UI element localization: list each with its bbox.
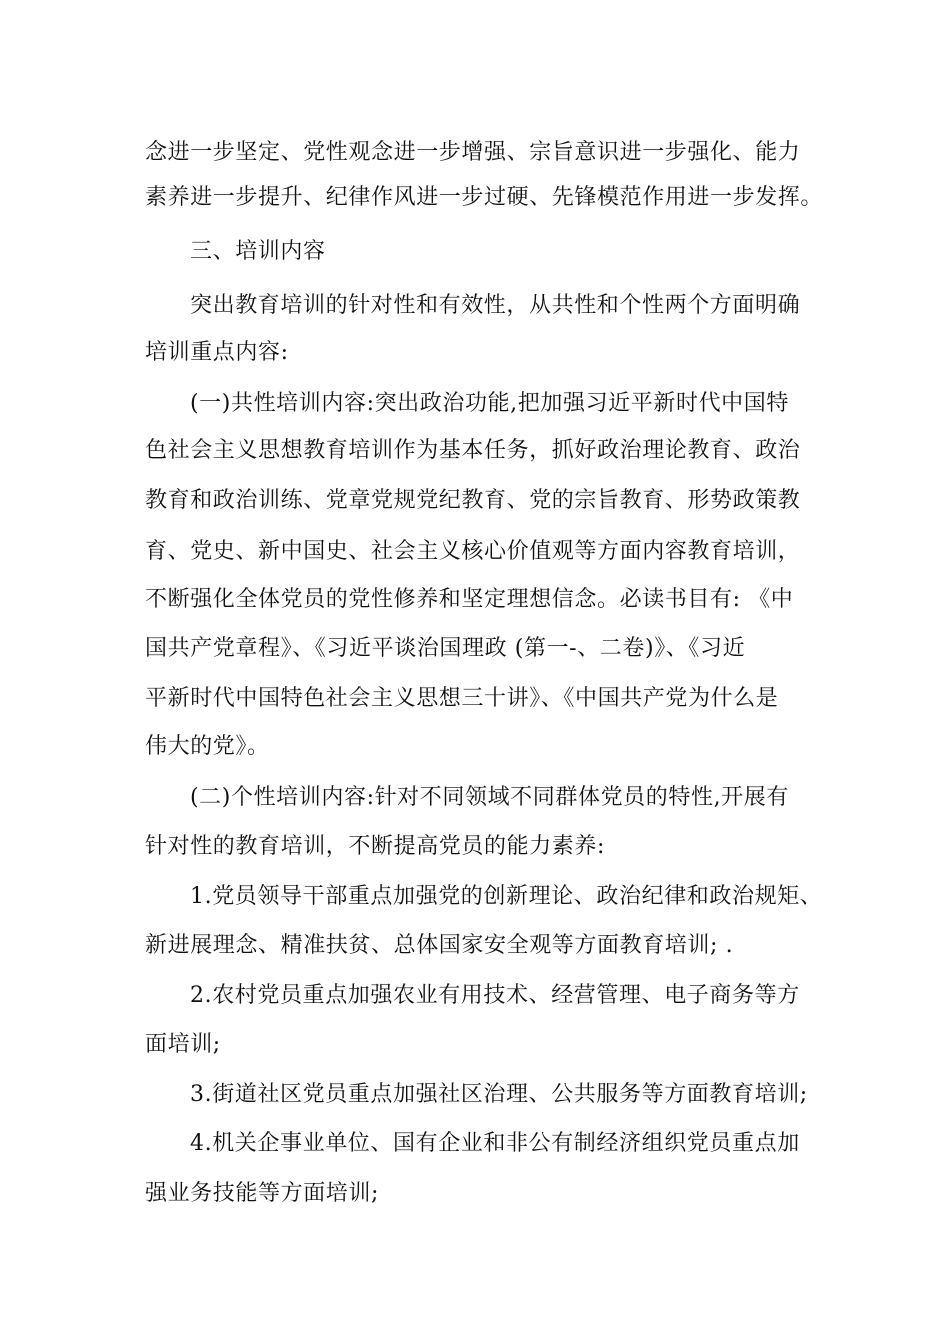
text-line: 念进一步坚定、党性观念进一步增强、宗旨意识进一步强化、能力 (145, 140, 801, 165)
section-heading: 三、培训内容 (190, 239, 326, 264)
list-item: 3.街道社区党员重点加强社区治理、公共服务等方面教育培训; (190, 1082, 808, 1107)
text-line: 不断强化全体党员的党性修养和坚定理想信念。必读书目有: 《中 (145, 587, 794, 612)
text-line: 伟大的党》。 (145, 734, 270, 759)
list-item: 4.机关企事业单位、国有企业和非公有制经济组织党员重点加 (190, 1131, 800, 1156)
text-line: (二)个性培训内容:针对不同领域不同群体党员的特性,开展有 (190, 785, 789, 810)
text-line: 针对性的教育培训，不断提高党员的能力素养: (145, 834, 606, 859)
text-line: 突出教育培训的针对性和有效性，从共性和个性两个方面明确 (190, 293, 801, 318)
text-line: 素养进一步提升、纪律作风进一步过硬、先锋模范作用进一步发挥。 (145, 185, 824, 210)
text-line: 教育和政治训练、党章党规党纪教育、党的宗旨教育、形势政策教 (145, 488, 801, 513)
text-line: 育、党史、新中国史、社会主义核心价值观等方面内容教育培训， (145, 539, 801, 564)
text-line: 色社会主义思想教育培训作为基本任务，抓好政治理论教育、政治 (145, 438, 801, 463)
text-line: 培训重点内容: (145, 340, 289, 365)
text-line: 新进展理念、精准扶贫、总体国家安全观等方面教育培训; . (145, 933, 734, 958)
list-item: 1.党员领导干部重点加强党的创新理论、政治纪律和政治规矩、 (190, 884, 823, 909)
text-line: 强业务技能等方面培训; (145, 1181, 380, 1206)
text-line: 面培训; (145, 1032, 221, 1057)
text-line: 国共产党章程》、《习近平谈治国理政 (第一-、二卷)》、《习近 (145, 636, 746, 661)
list-item: 2.农村党员重点加强农业有用技术、经营管理、电子商务等方 (190, 983, 800, 1008)
text-line: (一)共性培训内容:突出政治功能,把加强习近平新时代中国特 (190, 391, 789, 416)
text-line: 平新时代中国特色社会主义思想三十讲》、《中国共产党为什么是 (145, 686, 779, 711)
